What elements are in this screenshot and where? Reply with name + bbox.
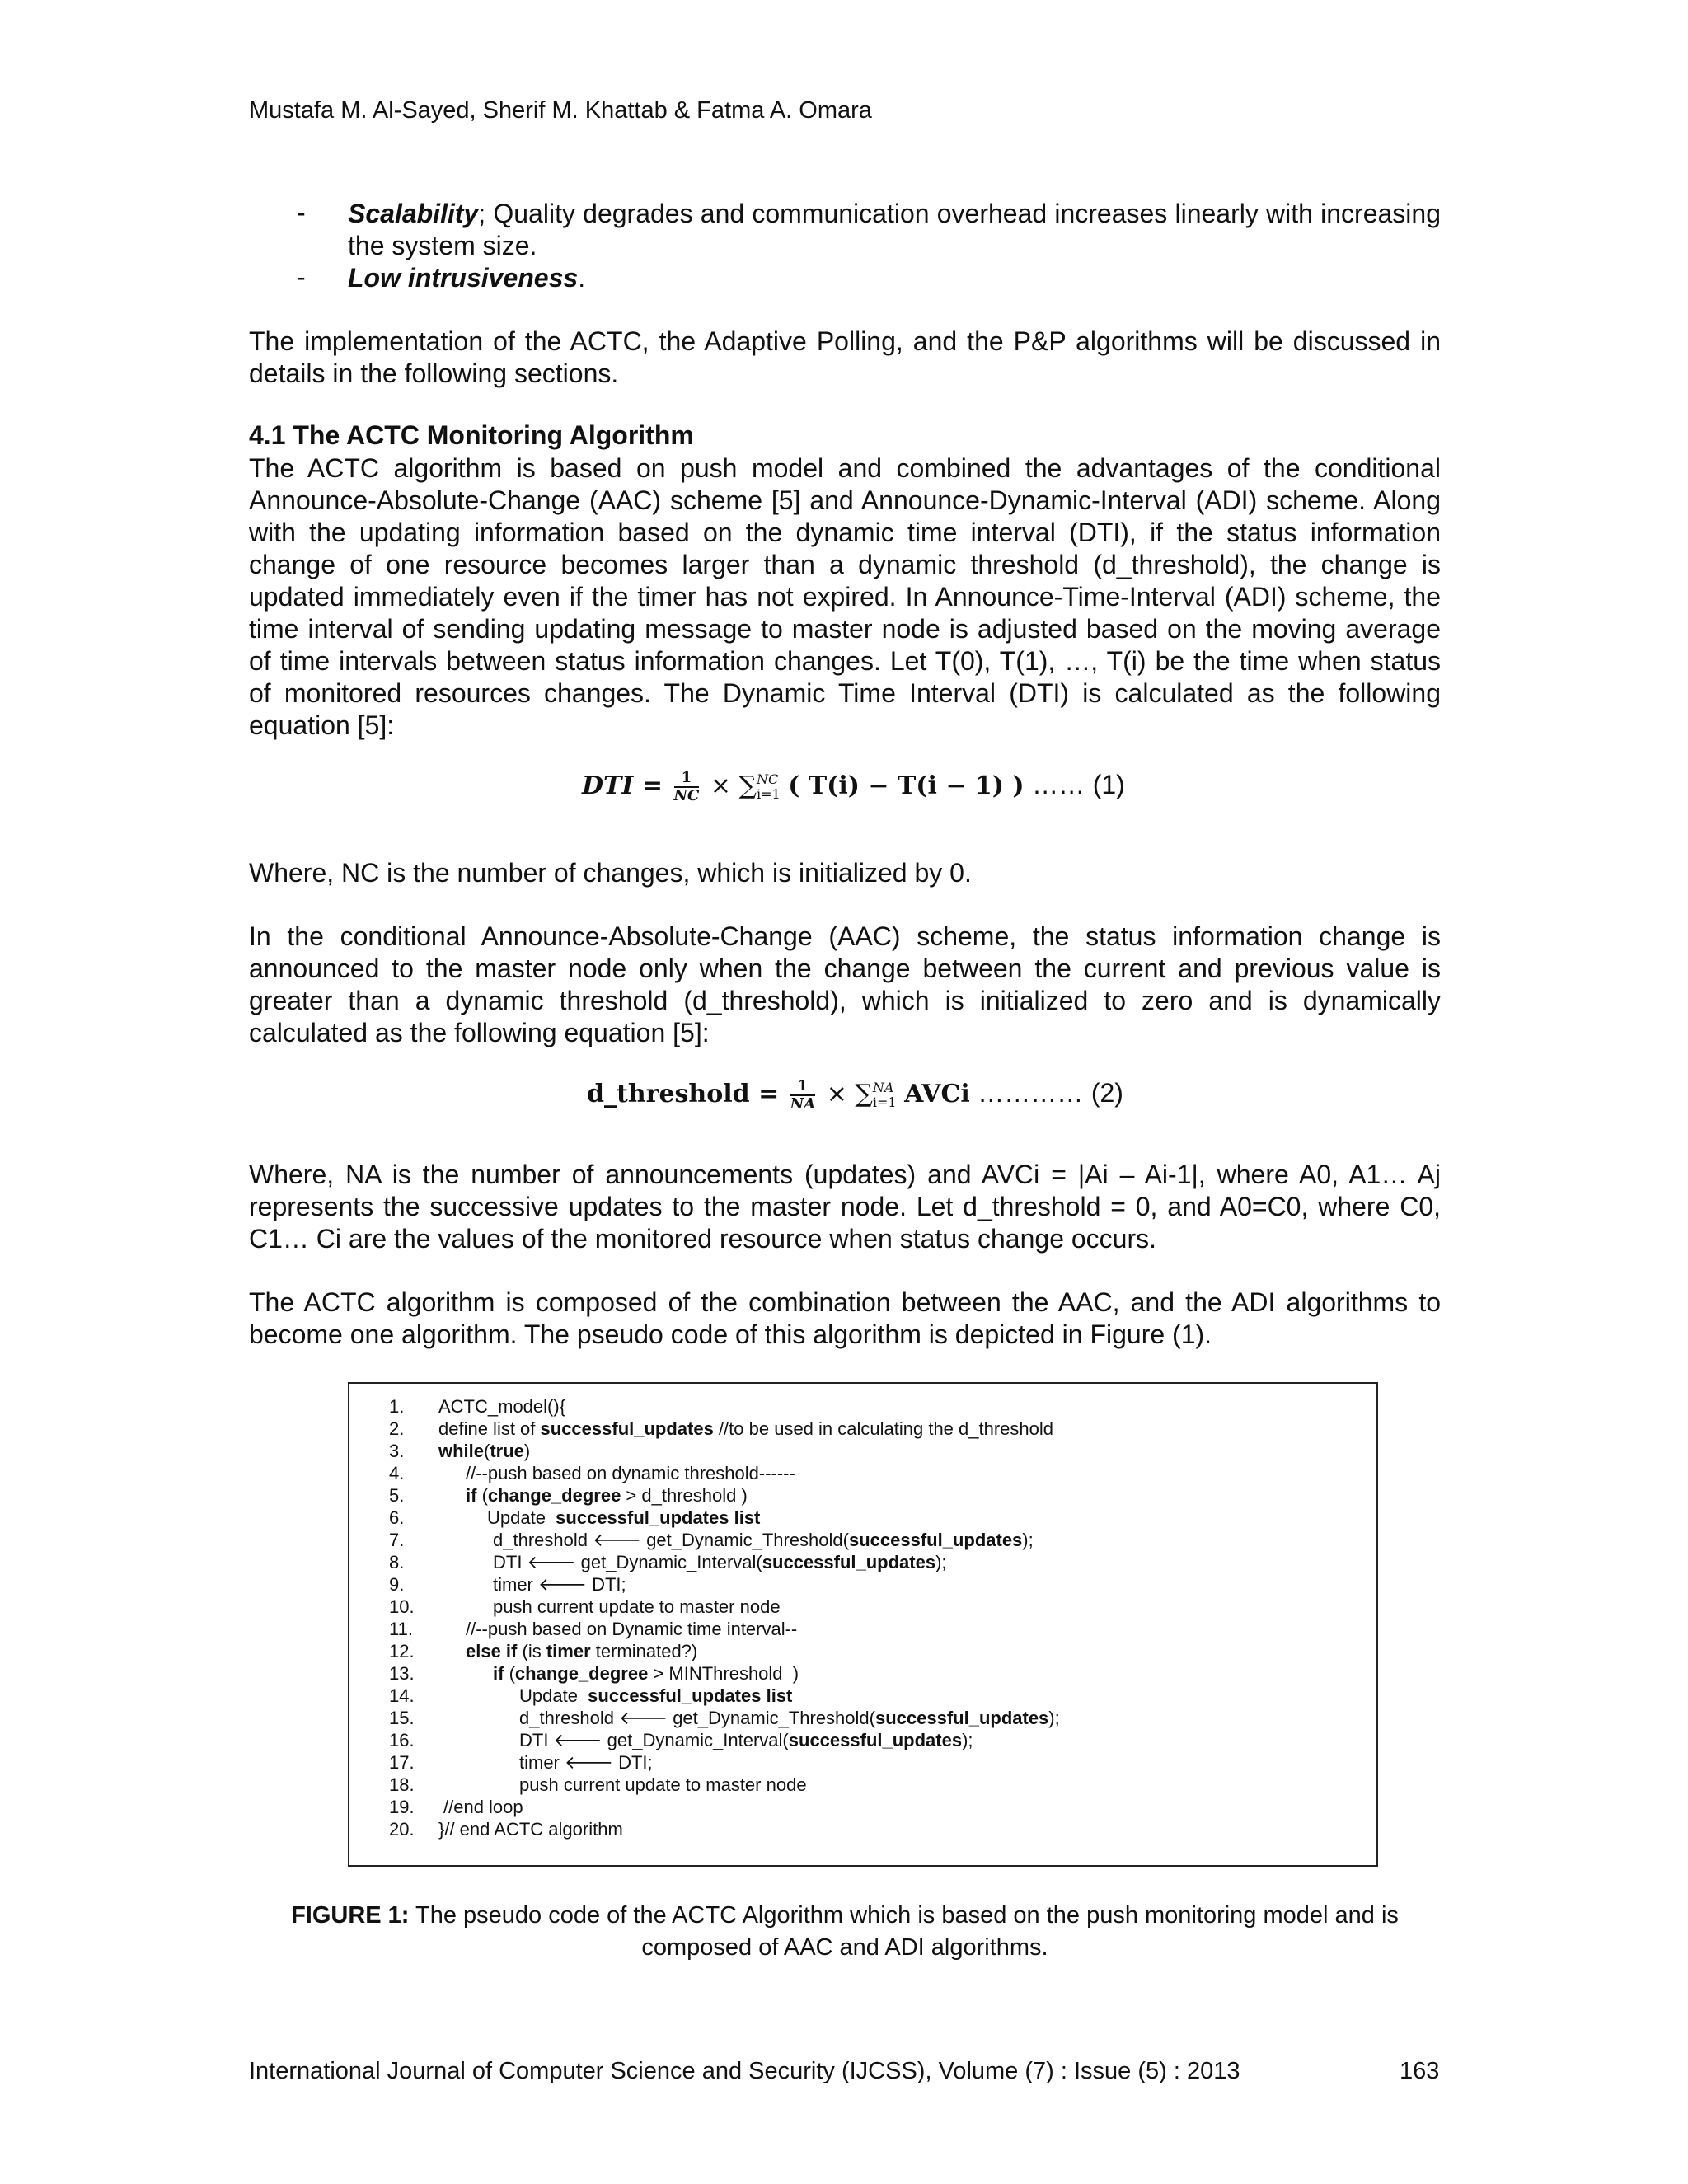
- code-token: DTI 🡐 get_Dynamic_Interval(: [519, 1730, 789, 1750]
- code-line-text: [519, 1751, 653, 1774]
- code-line-text: [493, 1551, 947, 1573]
- code-token: successful_updates: [848, 1530, 1023, 1550]
- bullet-scalability: [348, 198, 1441, 262]
- code-token: DTI 🡐 get_Dynamic_Interval(: [493, 1552, 762, 1572]
- code-line-text: [487, 1507, 760, 1529]
- code-token: else if: [466, 1641, 518, 1661]
- bullet-dash: -: [297, 262, 306, 292]
- bullet-term: Low intrusiveness: [348, 263, 579, 293]
- eq2-times: ×: [826, 1080, 847, 1108]
- code-token: successful_updates: [762, 1552, 936, 1572]
- bullet-dash: -: [297, 198, 306, 227]
- code-token: successful_updates: [874, 1708, 1049, 1728]
- code-token: );: [962, 1730, 973, 1750]
- code-line-text: [519, 1729, 973, 1751]
- eq2-dots: …………: [978, 1078, 1084, 1108]
- eq1-body: ( T(i) − T(i − 1) ): [788, 771, 1025, 800]
- code-token: );: [935, 1552, 947, 1572]
- code-token: (is: [517, 1641, 546, 1661]
- code-line-text: [438, 1395, 565, 1418]
- code-line-number: 10.: [389, 1596, 415, 1617]
- code-token: change_degree: [514, 1663, 649, 1684]
- paragraph-nc-definition: Where, NC is the number of changes, which is initialized by 0.: [249, 858, 972, 888]
- bullet-term: Scalability: [348, 199, 479, 228]
- code-line-number: 15.: [389, 1708, 415, 1728]
- code-token: change_degree: [487, 1485, 621, 1506]
- eq2-upper: NA: [872, 1080, 894, 1095]
- code-token: successful_updates: [788, 1730, 963, 1750]
- code-token: terminated?): [590, 1641, 698, 1661]
- paragraph-actc-composition: The ACTC algorithm is composed of the combination between the AAC, and the ADI algorithms to become one algorithm. The pseudo code of this algorithm is depicted in Figure (1).: [249, 1287, 1441, 1349]
- section-heading: 4.1 The ACTC Monitoring Algorithm: [249, 420, 694, 450]
- equation-dti: [582, 770, 1125, 804]
- code-token: while: [438, 1441, 485, 1461]
- code-line-text: [519, 1774, 807, 1796]
- bullet-desc: ; Quality degrades and communication overhead increases linearly with increasing the system size.: [348, 199, 1441, 260]
- equation-d-threshold: [587, 1078, 1123, 1113]
- eq2-label: (2): [1090, 1078, 1123, 1108]
- code-token: d_threshold 🡐 get_Dynamic_Threshold(: [519, 1708, 875, 1728]
- code-line-text: [438, 1818, 623, 1840]
- code-line-number: 16.: [389, 1730, 415, 1750]
- eq2-num: 1: [790, 1078, 815, 1096]
- code-token: Update: [519, 1685, 588, 1706]
- code-line-text: [466, 1640, 697, 1662]
- code-line-number: 18.: [389, 1774, 415, 1795]
- running-header: Mustafa M. Al-Sayed, Sherif M. Khattab & Fatma A. Omara: [249, 97, 872, 124]
- code-line-number: 7.: [389, 1530, 405, 1550]
- caption-text: The pseudo code of the ACTC Algorithm which is based on the push monitoring model and is composed of AAC and ADI algorithms.: [409, 1902, 1399, 1961]
- code-token: //--push based on dynamic threshold------: [466, 1463, 795, 1483]
- code-token: (: [476, 1485, 488, 1506]
- code-token: //--push based on Dynamic time interval--: [466, 1619, 798, 1639]
- eq1-upper: NC: [756, 771, 779, 787]
- eq2-sigma: ∑: [855, 1080, 873, 1108]
- eq1-num: 1: [674, 770, 700, 788]
- code-line-text: [443, 1796, 523, 1818]
- code-line-number: 3.: [389, 1441, 405, 1461]
- code-line-number: 4.: [389, 1463, 405, 1483]
- code-line-text: [438, 1418, 1053, 1440]
- code-line-number: 13.: [389, 1663, 415, 1684]
- eq2-fraction: [790, 1078, 815, 1113]
- code-token: //to be used in calculating the d_threshold: [713, 1418, 1053, 1439]
- eq2-limits: [873, 1080, 897, 1110]
- code-line-number: 12.: [389, 1641, 415, 1661]
- code-token: > d_threshold ): [621, 1485, 748, 1506]
- code-token: //end loop: [443, 1797, 523, 1817]
- eq1-lhs: DTI =: [582, 771, 663, 800]
- code-line-text: [519, 1685, 792, 1707]
- bullet-desc: .: [578, 263, 586, 293]
- code-line-number: 20.: [389, 1819, 415, 1840]
- eq2-den: NA: [790, 1095, 816, 1113]
- code-token: (: [504, 1663, 515, 1684]
- code-token: ): [523, 1441, 531, 1461]
- code-line-number: 14.: [389, 1685, 415, 1706]
- eq1-den: NC: [673, 787, 700, 804]
- pseudo-code-box: [348, 1382, 1378, 1867]
- eq2-lhs: d_threshold =: [587, 1080, 780, 1108]
- code-line-text: [519, 1707, 1060, 1729]
- code-line-number: 1.: [389, 1396, 405, 1417]
- code-token: (: [484, 1441, 490, 1461]
- figure-caption: [249, 1900, 1441, 1964]
- code-line-text: [466, 1462, 795, 1484]
- eq1-fraction: [674, 770, 700, 804]
- code-line-text: [493, 1596, 781, 1618]
- bullet-low-intrusiveness: [348, 262, 1441, 294]
- eq2-lower: i=1: [872, 1094, 897, 1110]
- code-token: ACTC_model(){: [438, 1396, 566, 1417]
- code-line-text: [493, 1529, 1034, 1551]
- code-token: successful_updates: [540, 1418, 714, 1439]
- code-token: successful_updates list: [588, 1685, 793, 1706]
- code-line-number: 5.: [389, 1485, 405, 1506]
- code-token: push current update to master node: [519, 1774, 807, 1795]
- code-token: Update: [487, 1507, 556, 1528]
- code-token: );: [1022, 1530, 1034, 1550]
- code-line-number: 8.: [389, 1552, 405, 1572]
- eq1-sigma: ∑: [738, 771, 757, 800]
- code-token: push current update to master node: [493, 1596, 781, 1617]
- code-token: true: [490, 1441, 524, 1461]
- code-token: if: [466, 1485, 477, 1506]
- code-token: timer 🡐 DTI;: [519, 1752, 653, 1773]
- code-line-number: 6.: [389, 1507, 405, 1528]
- code-token: timer: [546, 1641, 591, 1661]
- code-line-text: [493, 1662, 799, 1685]
- code-line-number: 9.: [389, 1574, 405, 1595]
- eq1-limits: [757, 772, 781, 802]
- eq1-times: ×: [710, 771, 731, 800]
- code-token: }// end ACTC algorithm: [438, 1819, 623, 1840]
- code-token: if: [493, 1663, 504, 1684]
- code-token: define list of: [438, 1418, 541, 1439]
- code-line-text: [438, 1440, 530, 1462]
- code-token: );: [1048, 1708, 1060, 1728]
- eq2-body: AVCi: [904, 1080, 970, 1108]
- code-line-number: 19.: [389, 1797, 415, 1817]
- code-line-text: [466, 1618, 797, 1640]
- code-token: timer 🡐 DTI;: [493, 1574, 626, 1595]
- code-line-text: [466, 1484, 748, 1507]
- paragraph-implementation: The implementation of the ACTC, the Adaptive Polling, and the P&P algorithms will be discussed in details in the following sections.: [249, 326, 1441, 388]
- paragraph-na-definition: Where, NA is the number of announcements (updates) and AVCi = |Ai – Ai-1|, where A0, A1… Aj represents the successive updates to the master node. Let d_threshold = 0, and A0=C0, where C0, C1… Ci are the values of the monitored resource when status change occurs.: [249, 1160, 1441, 1254]
- paragraph-aac-scheme: In the conditional Announce-Absolute-Change (AAC) scheme, the status information change is announced to the master node only when the change between the current and previous value is greater than a dynamic threshold (d_threshold), which is initialized to zero and is dynamically calculated as the following equation [5]:: [249, 921, 1441, 1047]
- footer-journal: International Journal of Computer Science and Security (IJCSS), Volume (7) : Issue (5) : 2013: [249, 2058, 1240, 2084]
- code-line-number: 17.: [389, 1752, 415, 1773]
- code-token: successful_updates list: [556, 1507, 761, 1528]
- eq1-dots: ……: [1032, 770, 1085, 799]
- eq1-label: (1): [1092, 770, 1125, 799]
- code-line-text: [493, 1573, 626, 1596]
- code-line-number: 11.: [389, 1619, 413, 1639]
- eq1-lower: i=1: [756, 786, 781, 802]
- caption-label: FIGURE 1:: [291, 1902, 410, 1929]
- code-line-number: 2.: [389, 1418, 405, 1439]
- code-token: > MINThreshold ): [648, 1663, 799, 1684]
- code-token: d_threshold 🡐 get_Dynamic_Threshold(: [493, 1530, 849, 1550]
- footer-page-number: 163: [1400, 2058, 1440, 2084]
- paragraph-actc-description: The ACTC algorithm is based on push model and combined the advantages of the conditional Announce-Absolute-Change (AAC) scheme [5] and Announce-Dynamic-Interval (ADI) scheme. Along with the updating information based on the dynamic time interval (DTI), if the status information change of one resource becomes larger than a dynamic threshold (d_threshold), the change is updated immediately even if the timer has not expired. In Announce-Time-Interval (ADI) scheme, the time interval of sending updating message to master node is adjusted based on the moving average of time intervals between status information changes. Let T(0), T(1), …, T(i) be the time when status of monitored resources changes. The Dynamic Time Interval (DTI) is calculated as the following equation [5]:: [249, 453, 1441, 740]
